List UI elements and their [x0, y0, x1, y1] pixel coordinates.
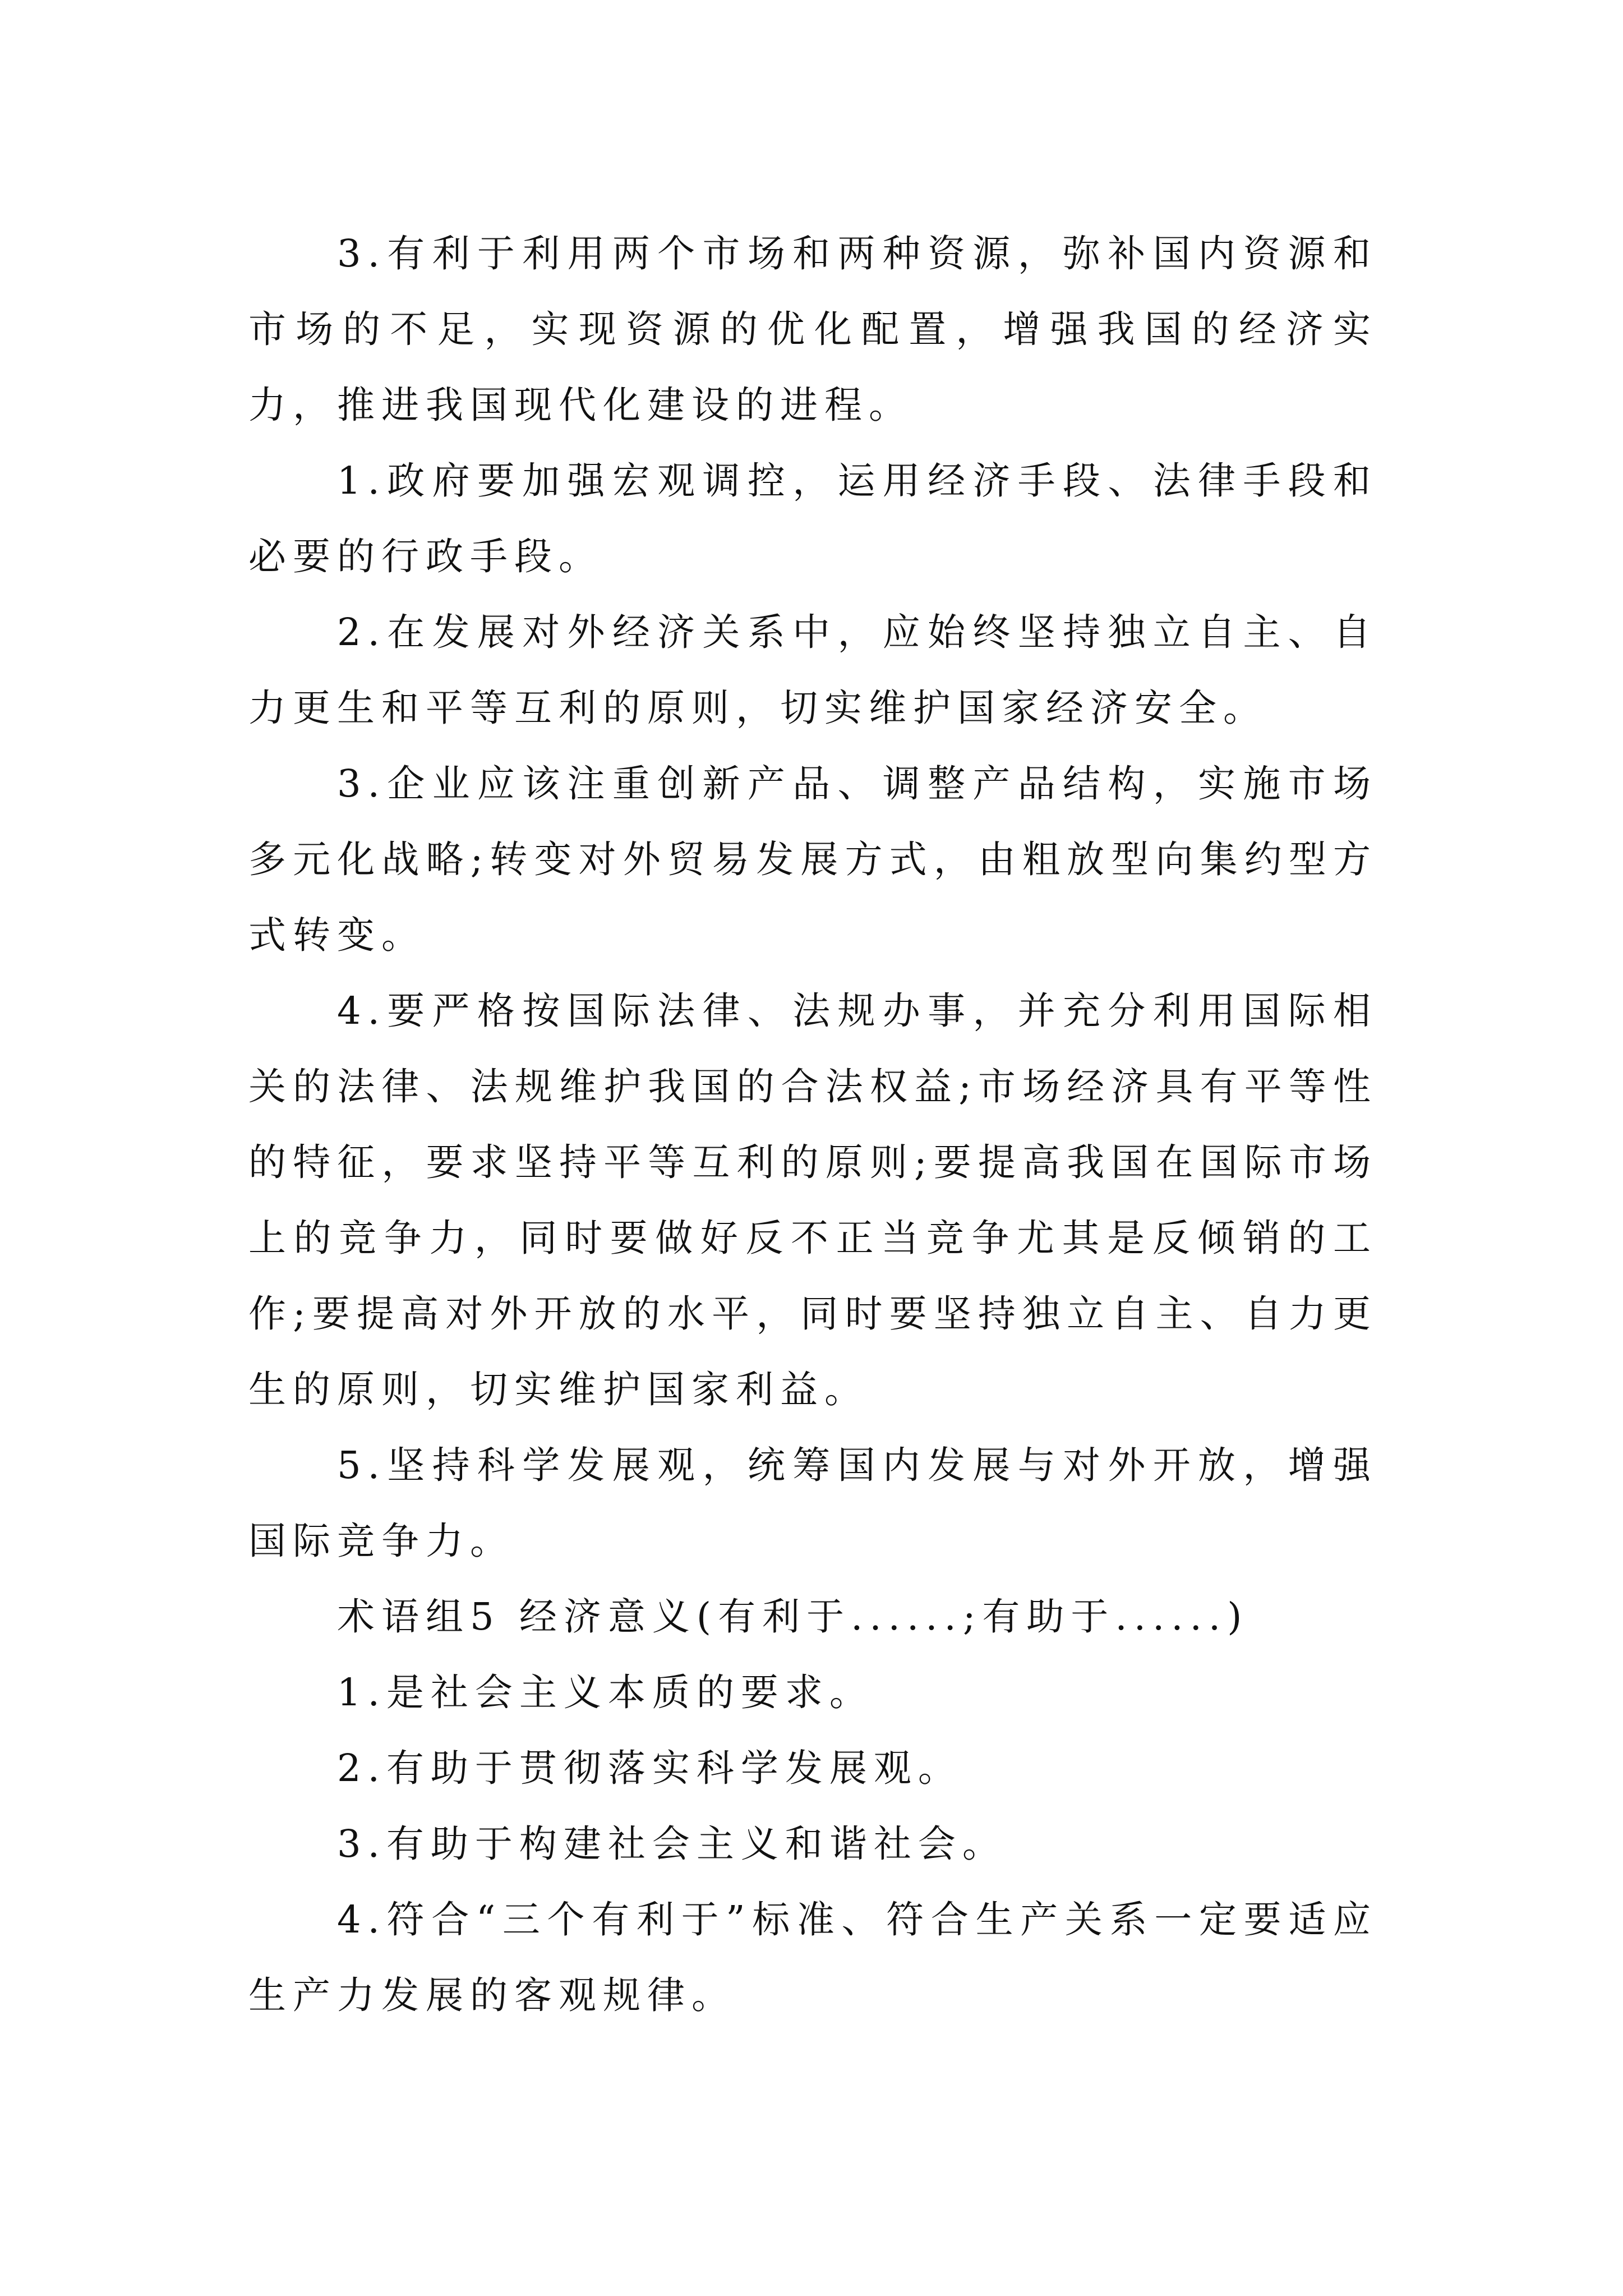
paragraph: 1.政府要加强宏观调控，运用经济手段、法律手段和必要的行政手段。	[248, 459, 1377, 578]
paragraph: 2.在发展对外经济关系中，应始终坚持独立自主、自力更生和平等互利的原则，切实维护国家经济安全。	[248, 610, 1377, 730]
paragraph: 3.企业应该注重创新产品、调整产品结构，实施市场多元化战略;转变对外贸易发展方式，由粗放型向集约型方式转变。	[248, 762, 1377, 957]
paragraph: 2.有助于贯彻落实科学发展观。	[337, 1746, 962, 1790]
document-body	[248, 216, 1377, 2033]
paragraph: 4.符合“三个有利于”标准、符合生产关系一定要适应生产力发展的客观规律。	[248, 1898, 1377, 2017]
paragraph: 5.坚持科学发展观，统筹国内发展与对外开放，增强国际竞争力。	[248, 1443, 1377, 1563]
paragraph: 1.是社会主义本质的要求。	[337, 1671, 874, 1714]
paragraph: 3.有利于利用两个市场和两种资源，弥补国内资源和市场的不足，实现资源的优化配置，增强我国的经济实力，推进我国现代化建设的进程。	[248, 232, 1377, 427]
paragraph: 3.有助于构建社会主义和谐社会。	[337, 1822, 1007, 1866]
paragraph: 4.要严格按国际法律、法规办事，并充分利用国际相关的法律、法规维护我国的合法权益;市场经济具有平等性的特征，要求坚持平等互利的原则;要提高我国在国际市场上的竞争力，同时要做好反不正当竞争尤其是反倾销的工作;要提高对外开放的水平，同时要坚持独立自主、自力更生的原则，切实维护国家利益。	[248, 989, 1377, 1411]
section-heading: 术语组5 经济意义(有利于......;有助于......)	[337, 1595, 1249, 1639]
